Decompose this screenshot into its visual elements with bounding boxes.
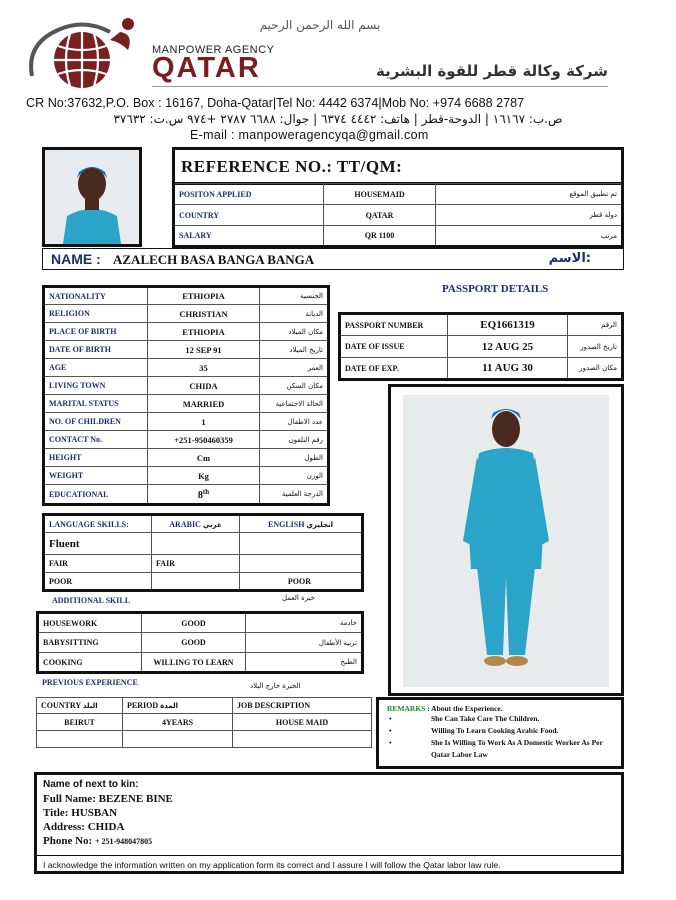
globe-logo-icon <box>24 14 144 96</box>
position-value: QATAR <box>324 205 436 226</box>
previous-experience-title-ar: الخبرة خارج البلاد <box>250 682 301 690</box>
arabic-column-header: ARABIC عربي <box>152 515 240 533</box>
language-english-level: POOR <box>240 573 363 591</box>
experience-col-country: COUNTRY البلد <box>37 698 123 714</box>
english-column-header: ENGLISH انجليزي <box>240 515 363 533</box>
kin-title: Name of next to kin: <box>43 779 139 790</box>
table-row <box>44 359 329 377</box>
personal-arabic: مكان السكن <box>260 377 329 395</box>
skill-arabic: الطبخ <box>246 653 363 673</box>
personal-arabic: الحالة الاجتماعية <box>260 395 329 413</box>
personal-label: EDUCATIONAL <box>44 485 148 505</box>
name-label: NAME : <box>51 251 101 267</box>
skill-label: BABYSITTING <box>38 633 142 653</box>
name-value: AZALECH BASA BANGA BANGA <box>113 252 315 267</box>
table-row <box>38 613 363 633</box>
contact-line-ar: ص.ب: ١٦١٦٧ | الدوحة-قطر | هاتف: ٤٤٤٢ ٦٣٧٤ | جوال: ٦٦٨٨ ٢٧٨٧ +٩٧٤ س.ت: ٣٧٦٣٢ <box>113 112 563 126</box>
agency-big-title: QATAR <box>152 52 261 84</box>
table-row <box>44 467 329 485</box>
table-row <box>44 377 329 395</box>
table-row <box>38 653 363 673</box>
additional-skill-title-ar: خبرة العمل <box>282 594 315 602</box>
passport-arabic: مكان الصدور <box>568 358 623 380</box>
header-underline <box>152 86 608 87</box>
position-arabic: تم تطبيق الموقع <box>436 184 623 205</box>
experience-job: HOUSE MAID <box>233 714 372 731</box>
language-english-level <box>240 533 363 555</box>
language-english-level <box>240 555 363 573</box>
table-row <box>44 287 329 305</box>
education-level: 8 <box>197 489 203 501</box>
declaration-divider <box>37 855 621 856</box>
email-line: E-mail : manpoweragencyqa@gmail.com <box>190 128 429 142</box>
position-label: POSITON APPLIED <box>174 184 324 205</box>
language-level-label: FAIR <box>44 555 152 573</box>
passport-table <box>338 312 624 381</box>
table-row <box>44 485 329 505</box>
kin-address: Address: CHIDA <box>43 821 125 833</box>
personal-label: LIVING TOWN <box>44 377 148 395</box>
personal-value: ETHIOPIA <box>148 323 260 341</box>
passport-arabic: الرقم <box>568 314 623 336</box>
personal-label: RELIGION <box>44 305 148 323</box>
kin-title-line: Title: HUSBAN <box>43 807 118 819</box>
personal-label: HEIGHT <box>44 449 148 467</box>
skills-table <box>36 611 364 674</box>
personal-arabic: مكان الميلاد <box>260 323 329 341</box>
personal-label: DATE OF BIRTH <box>44 341 148 359</box>
passport-arabic: تاريخ الصدور <box>568 336 623 358</box>
personal-arabic: الدرجة العلمية <box>260 485 329 505</box>
personal-arabic: الجنسية <box>260 287 329 305</box>
personal-arabic: الطول <box>260 449 329 467</box>
kin-phone: + 251-948047805 <box>94 837 153 846</box>
kin-full-name: Full Name: BEZENE BINE <box>43 793 173 805</box>
bullet-icon: • <box>389 726 392 735</box>
personal-details-table <box>42 285 330 506</box>
experience-col-period: PERIOD المدة <box>123 698 233 714</box>
agency-arabic-title: شركة وكالة قطر للقوة البشرية <box>376 62 608 80</box>
table-row <box>44 305 329 323</box>
language-level-label: POOR <box>44 573 152 591</box>
personal-label: NATIONALITY <box>44 287 148 305</box>
bismillah: بسم الله الرحمن الرحيم <box>259 18 381 32</box>
remarks-label: REMARKS <box>387 704 426 713</box>
personal-value: CHRISTIAN <box>148 305 260 323</box>
position-value: QR 1100 <box>324 226 436 247</box>
logo <box>24 14 144 96</box>
table-row <box>37 714 372 731</box>
personal-label: PLACE OF BIRTH <box>44 323 148 341</box>
language-arabic-level <box>152 573 240 591</box>
personal-label: CONTACT No. <box>44 431 148 449</box>
personal-value: 35 <box>148 359 260 377</box>
table-row <box>340 358 623 380</box>
full-body-photo <box>388 384 624 696</box>
table-row <box>174 226 623 247</box>
language-level-label: Fluent <box>44 533 152 555</box>
passport-title: PASSPORT DETAILS <box>442 283 549 295</box>
bullet-icon: • <box>389 738 392 747</box>
experience-country <box>37 731 123 748</box>
table-row <box>44 555 363 573</box>
name-box <box>42 248 624 270</box>
table-row <box>38 633 363 653</box>
remarks-box <box>376 697 624 769</box>
passport-label: DATE OF EXP. <box>340 358 448 380</box>
skill-value: WILLING TO LEARN <box>142 653 246 673</box>
table-row <box>340 314 623 336</box>
personal-label: MARITAL STATUS <box>44 395 148 413</box>
next-of-kin-box <box>34 772 624 874</box>
table-row <box>340 336 623 358</box>
declaration-text: I acknowledge the information written on my application form its correct and I assure I will follow the Qatar labor law rule. <box>43 860 501 870</box>
personal-value: MARRIED <box>148 395 260 413</box>
personal-value: +251-950460359 <box>148 431 260 449</box>
experience-col-job: JOB DESCRIPTION <box>233 698 372 714</box>
position-value: HOUSEMAID <box>324 184 436 205</box>
education-suffix: th <box>202 487 210 496</box>
remarks-suffix: : About the Experience. <box>427 704 503 713</box>
passport-label: DATE OF ISSUE <box>340 336 448 358</box>
personal-arabic: الديانة <box>260 305 329 323</box>
list-item <box>387 713 615 725</box>
person-portrait-icon <box>45 150 139 244</box>
experience-period: 4YEARS <box>123 714 233 731</box>
additional-skill-title: ADDITIONAL SKILL <box>52 596 131 605</box>
personal-label: NO. OF CHILDREN <box>44 413 148 431</box>
remarks-list <box>387 713 615 761</box>
personal-arabic: الوزن <box>260 467 329 485</box>
table-row <box>44 413 329 431</box>
skill-value: GOOD <box>142 613 246 633</box>
personal-arabic: العمر <box>260 359 329 377</box>
table-row <box>174 184 623 205</box>
skill-arabic: خادمة <box>246 613 363 633</box>
position-table <box>172 183 624 248</box>
personal-value: CHIDA <box>148 377 260 395</box>
table-row <box>37 731 372 748</box>
table-row <box>44 573 363 591</box>
person-full-body-icon <box>391 387 621 693</box>
personal-value: Cm <box>148 449 260 467</box>
table-row <box>44 431 329 449</box>
skill-label: HOUSEWORK <box>38 613 142 633</box>
remark-text: She Is Willing To Work As A Domestic Worker As Per Qatar Labor Law <box>431 738 603 759</box>
personal-value: Kg <box>148 467 260 485</box>
language-table <box>42 513 364 592</box>
list-item <box>387 737 615 761</box>
position-arabic: دولة قطر <box>436 205 623 226</box>
table-row <box>44 395 329 413</box>
passport-photo-small <box>42 147 142 247</box>
personal-arabic: عدد الاطفال <box>260 413 329 431</box>
experience-country: BEIRUT <box>37 714 123 731</box>
personal-arabic: رقم التلفون <box>260 431 329 449</box>
passport-value: EQ1661319 <box>448 314 568 336</box>
remark-text: She Can Take Care The Children. <box>431 714 540 723</box>
personal-label: WEIGHT <box>44 467 148 485</box>
personal-arabic: تاريخ الميلاد <box>260 341 329 359</box>
language-arabic-level: FAIR <box>152 555 240 573</box>
kin-phone-label: Phone No: <box>43 835 93 847</box>
passport-value: 11 AUG 30 <box>448 358 568 380</box>
previous-experience-title: PREVIOUS EXPERIENCE <box>42 678 138 687</box>
passport-label: PASSPORT NUMBER <box>340 314 448 336</box>
personal-value <box>148 485 260 505</box>
personal-value: 1 <box>148 413 260 431</box>
position-arabic: مرتب <box>436 226 623 247</box>
skill-label: COOKING <box>38 653 142 673</box>
personal-label: AGE <box>44 359 148 377</box>
language-arabic-level <box>152 533 240 555</box>
contact-line-en: CR No:37632,P.O. Box : 16167, Doha-Qatar|Tel No: 4442 6374|Mob No: +974 6688 2787 <box>26 96 525 110</box>
list-item <box>387 725 615 737</box>
position-label: SALARY <box>174 226 324 247</box>
personal-value: 12 SEP 91 <box>148 341 260 359</box>
skill-arabic: تربية الأطفال <box>246 633 363 653</box>
language-header-label: LANGUAGE SKILLS: <box>44 515 152 533</box>
remark-text: Willing To Learn Cooking Arabic Food. <box>431 726 559 735</box>
experience-table <box>36 697 372 748</box>
position-label: COUNTRY <box>174 205 324 226</box>
table-row <box>44 533 363 555</box>
agency-small-title: MANPOWER AGENCY <box>152 44 275 56</box>
name-arabic: الاسم: <box>548 251 591 266</box>
personal-value: ETHIOPIA <box>148 287 260 305</box>
table-row <box>44 341 329 359</box>
passport-value: 12 AUG 25 <box>448 336 568 358</box>
skill-value: GOOD <box>142 633 246 653</box>
table-row <box>44 323 329 341</box>
reference-box <box>172 147 624 185</box>
table-row <box>44 449 329 467</box>
table-row <box>174 205 623 226</box>
experience-period <box>123 731 233 748</box>
experience-job <box>233 731 372 748</box>
bullet-icon: • <box>389 714 392 723</box>
reference-label: REFERENCE NO.: TT/QM: <box>181 157 403 176</box>
